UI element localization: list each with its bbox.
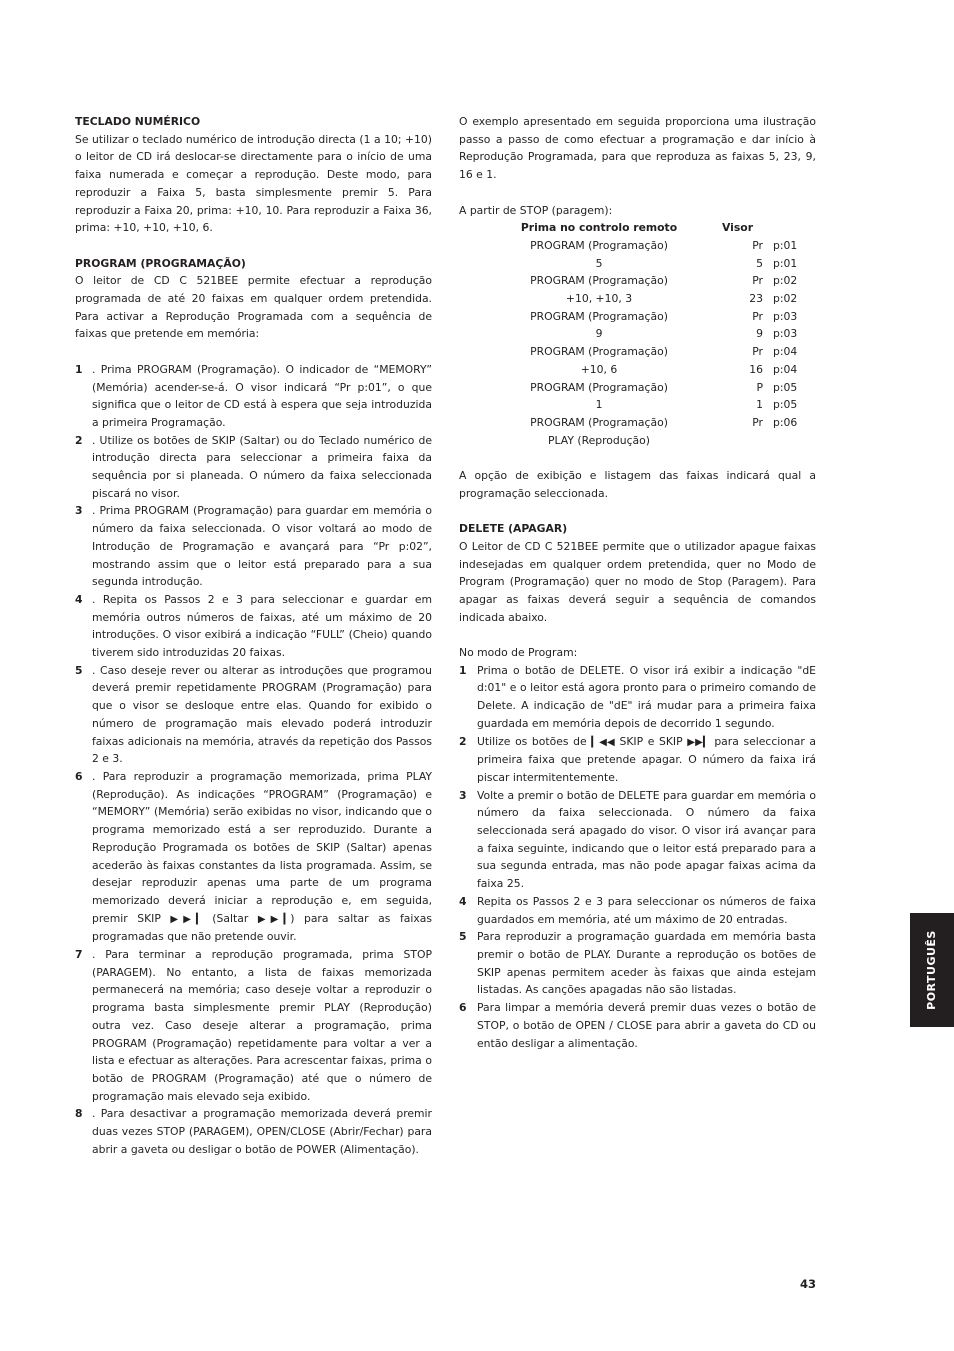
program-step: 6 . Para reproduzir a programação memorizada, prima PLAY (Reprodução). As indicações “PROGRAM” (Programação) e “MEMORY” (Memória) serão exibidas no visor, indicando que o programa memorizado está a ser reproduzido. Durante a Reprodução Programada os botões de SKIP (Saltar) apenas acederão às faixas constantes da lista programada. Assim, se desejar reproduzir apenas uma parte de um programa memorizado deverá iniciar a reprodução e, em seguida, premir SKIP ▶▶▎ (Saltar ▶▶▎) para saltar as faixas programadas que não pretende ouvir.: [75, 769, 432, 944]
table-row: PROGRAM (Programação) Pr p:03: [530, 309, 798, 323]
teclado-body: Se utilizar o teclado numérico de introdução directa (1 a 10; +10) o leitor de CD irá deslocar-se directamente para o início de uma faixa numerada e começar a reprodução. Deste modo, para reproduzir a Faixa 5, basta simplesmente premir 5. Para reproduzir a Faixa 20, prima: +10, 10. Para reproduzir a Faixa 36, prima: +10, +10, +10, 6.: [75, 132, 432, 235]
table-row: +10, +10, 3 23 p:02: [565, 292, 798, 306]
table-row: PROGRAM (Programação) Pr p:04: [530, 345, 798, 359]
delete-intro: O Leitor de CD C 521BEE permite que o utilizador apague faixas indesejadas em qualquer ordem pretendida, quer no Modo de Program (Programação) quer no modo de Stop (Paragem). Para apagar as faixas deverá seguir a sequência de comandos indicada abaixo.: [459, 539, 816, 624]
program-step: 5 . Caso deseje rever ou alterar as introduções que programou deverá premir repetidamente PROGRAM (Programação) para que o visor se desloque entre elas. Quando for exibido o número de programação mais elevado poderá introduzir faixas adicionais na memória, através da repetição dos Passos 2 e 3.: [75, 663, 432, 766]
delete-step: 5 Para reproduzir a programação guardada em memória basta premir o botão de PLAY. Durante a reprodução os botões de SKIP apenas permitem aceder às faixas que ainda estejam listadas. As canções apagadas não são listadas.: [459, 930, 816, 997]
table-row: PROGRAM (Programação) Pr p:06: [530, 415, 798, 429]
skip-previous-icon: ▎◀◀: [591, 736, 615, 748]
delete-mode-label: No modo de Program:: [459, 646, 578, 660]
language-tab-label: PORTUGUÊS: [925, 930, 939, 1010]
language-tab: [910, 913, 954, 1027]
page-number: 43: [799, 1277, 816, 1291]
program-step: 7 . Para terminar a reprodução programada, prima STOP (PARAGEM). No entanto, a lista de faixas memorizada permanecerá na memória; caso deseje voltar a reproduzir o programa basta simplesmente premir PLAY (Reprodução) outra vez. Caso deseje alterar a programação, prima PROGRAM (Programação) repetidamente para voltar a ver a lista e efectuar as alterações. Para acrescentar faixas, prima o botão de PROGRAM (Programação) até que o número de programação mais elevado seja exibido.: [75, 948, 432, 1103]
delete-step: 3 Volte a premir o botão de DELETE para guardar em memória o número da faixa seleccionada. O número da faixa seleccionada será apagado do visor. O visor irá avançar para a faixa seguinte, indicando que o leitor está preparado para a sua segunda entrada, mas não pode apagar faixas acima da faixa 25.: [459, 788, 816, 891]
program-step: 1 . Prima PROGRAM (Programação). O indicador de “MEMORY” (Memória) acender-se-á. O visor indicará “Pr p:01”, o que significa que o leitor de CD está à espera que seja introduzida a primeira Programação.: [75, 362, 432, 429]
table-row: PROGRAM (Programação) P p:05: [530, 380, 798, 394]
table-row: 5 5 p:01: [595, 256, 798, 270]
program-step: 2 . Utilize os botões de SKIP (Saltar) ou do Teclado numérico de introdução directa para seleccionar a primeira faixa da sequência por si planeada. O número da faixa seleccionada piscará no visor.: [75, 433, 432, 500]
program-step: 8 . Para desactivar a programação memorizada deverá premir duas vezes STOP (PARAGEM), OPEN/CLOSE (Abrir/Fechar) para abrir a gaveta ou desligar o botão de POWER (Alimentação).: [75, 1107, 432, 1156]
delete-step: 1 Prima o botão de DELETE. O visor irá exibir a indicação "dE d:01" e o leitor está agora pronto para o primeiro comando de Delete. A indicação de "dE" irá mudar para a primeira faixa guardada em memória depois de decorrido 1 segundo.: [459, 663, 816, 730]
delete-step: 6 Para limpar a memória deverá premir duas vezes o botão de STOP, o botão de OPEN / CLOSE para abrir a gaveta do CD ou então desligar a alimentação.: [459, 1001, 816, 1050]
program-step: 3 . Prima PROGRAM (Programação) para guardar em memória o número da faixa seleccionada. O visor voltará ao modo de Introdução de Programação e avançará para “Pr p:02”, mostrando assim que o leitor está preparado para a sua segunda introdução.: [75, 504, 432, 589]
from-stop-label: A partir de STOP (paragem):: [459, 203, 613, 217]
col-header-display: Visor: [722, 221, 754, 235]
display-option-text: A opção de exibição e listagem das faixas indicará qual a programação seleccionada.: [459, 469, 816, 500]
program-step: 4 . Repita os Passos 2 e 3 para seleccionar e guardar em memória outros números de faixas, até um máximo de 20 introduções. O visor exibirá a indicação “FULL” (Cheio) quando tiverem sido introduzidas 20 faixas.: [75, 592, 432, 660]
program-example-table: [490, 219, 813, 449]
table-row: PLAY (Reprodução): [548, 433, 650, 447]
skip-next-icon: ▶▶▎: [170, 913, 203, 925]
delete-step: 2 Utilize os botões de ▎◀◀ SKIP e SKIP ▶▶▎ para seleccionar a primeira faixa que pretende apagar. O número da faixa irá piscar intermitentemente.: [459, 734, 816, 784]
table-row: 1 1 p:05: [595, 398, 798, 412]
delete-step: 4 Repita os Passos 2 e 3 para seleccionar os números de faixa guardados em memória, até um máximo de 20 entradas.: [459, 894, 816, 926]
left-column: [75, 113, 432, 1158]
table-row: +10, 6 16 p:04: [580, 362, 798, 376]
right-column: [459, 113, 816, 1052]
program-intro: O leitor de CD C 521BEE permite efectuar a reprodução programada de até 20 faixas em qualquer ordem pretendida. Para activar a Reprodução Programada com a sequência de faixas que pretende em memória:: [75, 274, 432, 341]
col-header-action: Prima no controlo remoto: [520, 221, 678, 235]
skip-next-icon: ▶▶▎: [257, 913, 291, 925]
table-row: PROGRAM (Programação) Pr p:01: [530, 238, 798, 252]
example-intro: O exemplo apresentado em seguida proporciona uma ilustração passo a passo de como efectuar a programação e dar início à Reprodução Programada, para que reproduza as faixas 5, 23, 9, 16 e 1.: [459, 115, 816, 182]
delete-heading: DELETE (APAGAR): [459, 522, 568, 536]
table-row: 9 9 p:03: [595, 327, 798, 341]
program-heading: PROGRAM (PROGRAMAÇÃO): [75, 256, 246, 270]
skip-next-icon: ▶▶▎: [687, 736, 710, 748]
table-row: PROGRAM (Programação) Pr p:02: [530, 274, 798, 288]
teclado-heading: TECLADO NUMÉRICO: [75, 115, 201, 128]
